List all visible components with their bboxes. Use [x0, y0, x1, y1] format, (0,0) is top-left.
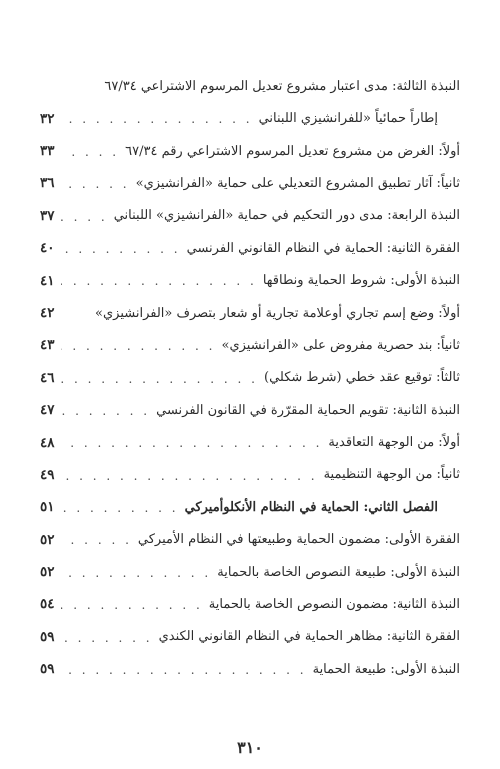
toc-entry-page: ٤٣ — [40, 337, 55, 354]
toc-entry — [40, 196, 460, 228]
dot-leader — [61, 598, 203, 612]
toc-entry-title: النبذة الأولى: شروط الحماية ونطاقها — [262, 273, 460, 289]
toc-entry-title: النبذة الثانية: مضمون النصوص الخاصة بالحماية — [208, 597, 460, 613]
toc-entry-title: ثانياً: من الوجهة التنظيمية — [323, 467, 460, 483]
toc-entry-page: ٤٩ — [40, 466, 55, 483]
table-of-contents — [40, 66, 460, 681]
toc-entry — [40, 390, 460, 422]
toc-entry — [40, 66, 460, 98]
toc-entry-page: ٤٧ — [40, 402, 55, 419]
dot-leader — [61, 112, 253, 126]
toc-entry-title: الفقرة الثانية: الحماية في النظام القانوني الفرنسي — [186, 240, 460, 256]
toc-entry-title: إطاراً حمائياً «للفرانشيزي اللبناني — [258, 111, 438, 127]
toc-entry — [40, 98, 460, 130]
toc-entry — [40, 584, 460, 616]
toc-entry-page: ٤٠ — [40, 240, 55, 257]
toc-entry-page: ٥٩ — [40, 661, 55, 678]
dot-leader — [61, 339, 216, 353]
dot-leader — [61, 436, 323, 450]
toc-entry-page: ٣٣ — [40, 142, 55, 159]
toc-entry — [40, 487, 460, 519]
toc-entry-title: الفقرة الأولى: مضمون الحماية وطبيعتها في النظام الأميركي — [137, 532, 460, 548]
dot-leader — [61, 566, 212, 580]
dot-leader — [61, 242, 181, 256]
toc-entry — [40, 228, 460, 260]
toc-entry-title: النبذة الثالثة: مدى اعتبار مشروع تعديل المرسوم الاشتراعي ٦٧/٣٤ — [104, 78, 460, 94]
toc-entry-page: ٥٢ — [40, 564, 55, 581]
dot-leader — [61, 631, 153, 645]
toc-entry-page: ٣٢ — [40, 110, 55, 127]
dot-leader — [61, 177, 130, 191]
toc-entry — [40, 455, 460, 487]
toc-entry-title: ثالثاً: توقيع عقد خطي (شرط شكلي) — [264, 370, 460, 386]
toc-entry-title: النبذة الرابعة: مدى دور التحكيم في حماية «الفرانشيزي» اللبناني — [113, 208, 460, 224]
dot-leader — [61, 145, 120, 159]
toc-entry-title: أولاً: الغرض من مشروع تعديل المرسوم الاشتراعي رقم ٦٧/٣٤ — [125, 143, 460, 159]
toc-entry-page: ٥١ — [40, 499, 55, 516]
toc-entry-title: النبذة الثانية: تقويم الحماية المقرّرة في القانون الفرنسي — [156, 402, 460, 418]
dot-leader — [61, 533, 132, 547]
toc-entry — [40, 617, 460, 649]
dot-leader — [61, 501, 179, 515]
toc-entry-page: ٥٤ — [40, 596, 55, 613]
toc-entry-title: النبذة الأولى: طبيعة النصوص الخاصة بالحماية — [217, 564, 460, 580]
toc-entry-title: النبذة الأولى: طبيعة الحماية — [312, 661, 460, 677]
toc-entry-page: ٤٦ — [40, 369, 55, 386]
toc-entry — [40, 260, 460, 292]
toc-entry-title: الفقرة الثانية: مظاهر الحماية في النظام القانوني الكندي — [158, 629, 460, 645]
toc-entry — [40, 293, 460, 325]
toc-entry-title: الفصل الثاني: الحماية في النظام الأنكلوأميركي — [184, 499, 438, 515]
toc-entry-page: ٤١ — [40, 272, 55, 289]
toc-entry — [40, 422, 460, 454]
toc-entry-page: ٣٧ — [40, 207, 55, 224]
toc-entry-title: أولاً: وضع إسم تجاري أوعلامة تجارية أو شعار بتصرف «الفرانشيزي» — [95, 305, 460, 321]
toc-entry — [40, 358, 460, 390]
toc-entry-page: ٣٦ — [40, 175, 55, 192]
toc-entry — [40, 131, 460, 163]
dot-leader — [61, 210, 108, 224]
dot-leader — [61, 404, 151, 418]
dot-leader — [61, 372, 258, 386]
page-number: ٣١٠ — [237, 738, 263, 757]
dot-leader — [61, 274, 257, 288]
toc-entry-page: ٤٨ — [40, 434, 55, 451]
toc-entry — [40, 163, 460, 195]
toc-entry — [40, 325, 460, 357]
toc-entry-title: أولاً: من الوجهة التعاقدية — [328, 435, 460, 451]
dot-leader — [61, 663, 307, 677]
toc-entry — [40, 519, 460, 551]
toc-entry-title: ثانياً: بند حصرية مفروض على «الفرانشيزي» — [221, 337, 460, 353]
toc-entry-title: ثانياً: آثار تطبيق المشروع التعديلي على حماية «الفرانشيزي» — [135, 175, 460, 191]
toc-entry — [40, 649, 460, 681]
toc-entry — [40, 552, 460, 584]
toc-entry-page: ٥٢ — [40, 531, 55, 548]
toc-entry-page: ٤٢ — [40, 304, 55, 321]
dot-leader — [61, 469, 318, 483]
toc-entry-page: ٥٩ — [40, 628, 55, 645]
